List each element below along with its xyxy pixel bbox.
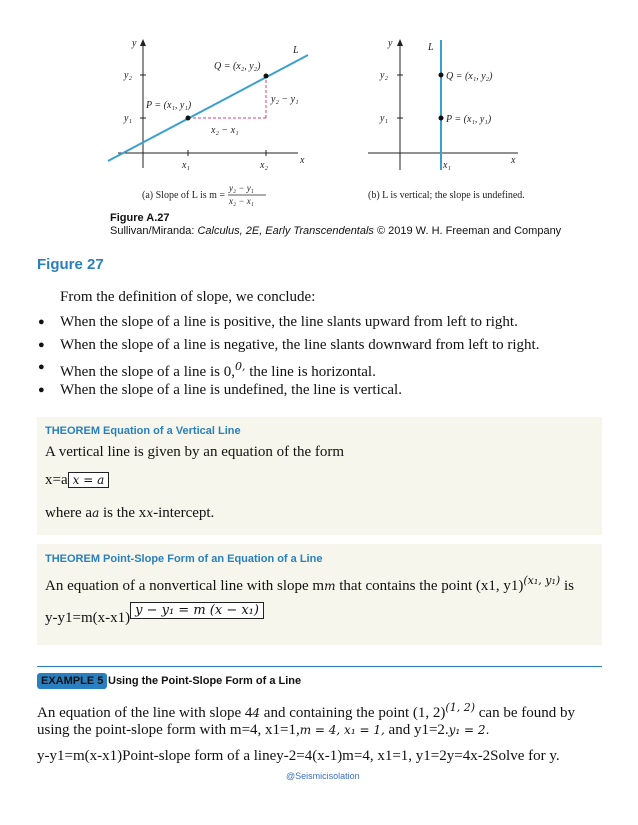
left-y2-tick: y₂ [124,70,132,81]
left-panel-graph [108,38,308,206]
right-point-q [439,73,444,78]
slope-line-L [108,55,308,161]
right-point-p-label: P = (x₁, y₁) [446,114,492,125]
theorem-text: An equation of a nonvertical line with slope mm that contains the point (x1, y1)$^{(x_1, y_1)}$ is [45,574,574,594]
theorem-title: THEOREM Point-Slope Form of an Equation of a Line [45,553,323,565]
example-line-2: using the point-slope form with m=4, x1=1,m = 4, x₁ = 1, and y1=2.y₁ = 2. [37,722,490,738]
vertical-line-equation: x=a x = a [45,472,109,489]
right-x1-tick: x₁ [443,160,451,171]
right-caption: (b) L is vertical; the slope is undefined. [368,190,525,201]
right-x-label: x [511,155,516,166]
figure-title: Figure A.27 [110,212,170,224]
right-line-label: L [428,42,434,53]
example-solution-line: y-y1=m(x-x1)Point-slope form of a liney-2=4(x-1)m=4, x1=1, y1=2y=4x-2Solve for y. [37,748,560,764]
left-y1-tick: y₁ [124,113,132,124]
left-x1-tick: x₁ [182,160,190,171]
rise-label: y₂ − y₁ [271,94,299,105]
list-item: ● When the slope of a line is undefined, the line is vertical. [38,379,539,402]
left-x2-tick: x₂ [260,160,268,171]
left-point-q-label: Q = (x₂, y₂) [214,61,261,72]
theorem-vertical-line-box [37,417,602,535]
right-point-p [439,116,444,121]
section-divider [37,666,602,667]
watermark-text: @Seismicisolation [286,771,360,781]
point-slope-equation: y-y1=m(x-x1) y − y₁ = m (x − x₁) [45,610,264,627]
figure-credit: Sullivan/Miranda: Calculus, 2E, Early Transcendentals © 2019 W. H. Freeman and Company [110,225,562,237]
left-caption-numerator: y₂ − y₁ [229,183,254,193]
theorem-title: THEOREM Equation of a Vertical Line [45,425,241,437]
list-item: ● When the slope of a line is positive, the line slants upward from left to right. [38,311,539,334]
figure-27-heading: Figure 27 [37,256,104,273]
left-line-label: L [293,45,299,56]
figure-a27-graphs [100,30,540,242]
slope-bullet-list [38,311,539,401]
point-q [264,74,269,79]
left-x-label: x [300,155,305,166]
left-caption: (a) Slope of L is m = [142,190,226,201]
right-point-q-label: Q = (x₁, y₂) [446,71,493,82]
list-item: ● When the slope of a line is 0,$^{0,}$ the line is horizontal. [38,356,539,379]
right-panel-graph [368,38,525,201]
point-p [186,116,191,121]
example-line-1: An equation of the line with slope 44 and containing the point (1, 2)$^{(1, 2)}$ can be found by [37,701,575,721]
theorem-point-slope-box [37,544,602,645]
run-label: x₂ − x₁ [211,125,239,136]
right-y1-tick: y₁ [380,113,388,124]
left-point-p-label: P = (x₁, y₁) [146,100,192,111]
theorem-text: A vertical line is given by an equation of the form [45,444,345,460]
example-title: Using the Point-Slope Form of a Line [108,675,302,687]
list-item: ● When the slope of a line is negative, the line slants downward from left to right. [38,334,539,357]
theorem-where-text: where aa is the xx-intercept. [45,505,215,521]
left-caption-denominator: x₂ − x₁ [229,196,254,206]
intro-paragraph: From the definition of slope, we conclude: [60,289,316,305]
right-y2-tick: y₂ [380,70,388,81]
right-y-label: y [388,38,393,49]
example-badge: EXAMPLE 5 [37,673,107,689]
left-y-label: y [132,38,137,49]
